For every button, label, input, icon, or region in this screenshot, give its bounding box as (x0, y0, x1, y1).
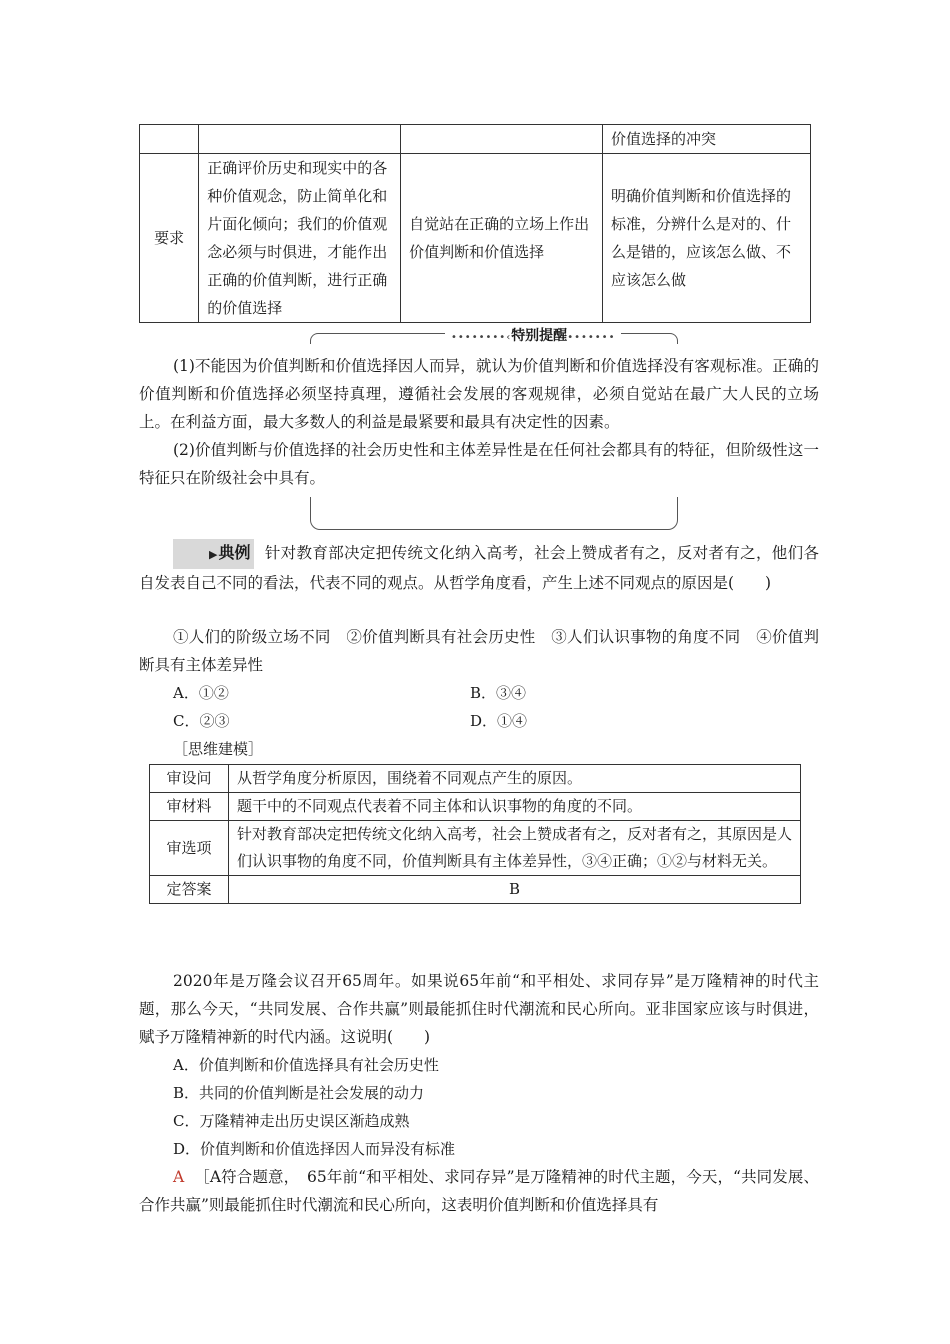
q2-option-d: D．价值判断和价值选择因人而异没有标准 (173, 1140, 456, 1158)
table-row (140, 125, 811, 154)
option-b: B．③④ (470, 684, 527, 702)
example-stem-text: 针对教育部决定把传统文化纳入高考，社会上赞成者有之，反对者有之，他们各自发表自己不同的看法，代表不同的观点。从哲学角度看，产生上述不同观点的原因是( ) (139, 544, 819, 592)
example-stem (139, 539, 819, 597)
q2-option-a: A．价值判断和价值选择具有社会历史性 (173, 1056, 439, 1074)
comparison-table (139, 124, 811, 323)
table-row (150, 821, 801, 876)
answer-letter: A (173, 1168, 185, 1186)
model-answer: B (229, 876, 801, 904)
table-cell: 自觉站在正确的立场上作出价值判断和价值选择 (401, 154, 603, 323)
table-cell (199, 125, 401, 154)
reminder-title-text: 特别提醒 (511, 328, 568, 344)
cell-text: 价值选择的冲突 (611, 130, 717, 148)
model-label: 审设问 (150, 765, 229, 793)
example-statements: ①人们的阶级立场不同 ②价值判断具有社会历史性 ③人们认识事物的角度不同 ④价值判断具有主体差异性 (139, 628, 819, 674)
table-row (150, 876, 801, 904)
example-tag-text: 典例 (218, 543, 251, 562)
reminder-paragraph-2: (2)价值判断与价值选择的社会历史性和主体差异性是在任何社会都具有的特征，但阶级性这一特征只在阶级社会中具有。 (139, 441, 819, 487)
table-cell (603, 125, 811, 154)
option-d: D．①④ (470, 712, 528, 730)
answer-text: ［A符合题意， 65年前“和平相处、求同存异”是万隆精神的时代主题，今天，“共同发展、合作共赢”则最能抓住时代潮流和民心所向，这表明价值判断和价值选择具有 (139, 1168, 819, 1214)
option-c: C．②③ (173, 712, 230, 730)
row-label: 要求 (140, 154, 199, 323)
table-cell (401, 125, 603, 154)
table-cell: 明确价值判断和价值选择的标准，分辨什么是对的、什么是错的，应该怎么做、不应该怎么做 (603, 154, 811, 323)
q2-option-b: B．共同的价值判断是社会发展的动力 (173, 1084, 425, 1102)
model-text: 题干中的不同观点代表着不同主体和认识事物的角度的不同。 (229, 793, 801, 821)
triangle-icon: ▶ (209, 548, 218, 561)
model-label: 审选项 (150, 821, 229, 876)
model-label: 审材料 (150, 793, 229, 821)
example-tag (173, 539, 254, 569)
reminder-title: ••••••••‹特别提醒••••••• (445, 325, 621, 345)
answer-explanation (139, 1163, 819, 1219)
table-cell: 正确评价历史和现实中的各种价值观念，防止简单化和片面化倾向；我们的价值观念必须与时俱进，才能作出正确的价值判断，进行正确的价值选择 (199, 154, 401, 323)
model-label: 定答案 (150, 876, 229, 904)
option-a: A．①② (173, 684, 229, 702)
reminder-box-bottom (310, 497, 678, 530)
table-cell (140, 125, 199, 154)
model-text: 从哲学角度分析原因，围绕着不同观点产生的原因。 (229, 765, 801, 793)
q2-option-c: C．万隆精神走出历史误区渐趋成熟 (173, 1112, 410, 1130)
table-row (150, 765, 801, 793)
model-title: ［思维建模］ (173, 740, 264, 758)
question-stem: 2020年是万隆会议召开65周年。如果说65年前“和平相处、求同存异”是万隆精神的时代主题，那么今天，“共同发展、合作共赢”则最能抓住时代潮流和民心所向。亚非国家应该与时俱进，赋予万隆精神新的时代内涵。这说明( ) (139, 972, 819, 1046)
table-row (150, 793, 801, 821)
model-text: 针对教育部决定把传统文化纳入高考，社会上赞成者有之，反对者有之，其原因是人们认识事物的角度不同，价值判断具有主体差异性，③④正确；①②与材料无关。 (229, 821, 801, 876)
reminder-paragraph-1: (1)不能因为价值判断和价值选择因人而异，就认为价值判断和价值选择没有客观标准。正确的价值判断和价值选择必须坚持真理，遵循社会发展的客观规律，必须自觉站在最广大人民的立场上。在利益方面，最大多数人的利益是最紧要和最具有决定性的因素。 (139, 357, 819, 431)
thinking-model-table (149, 764, 801, 904)
table-row (140, 154, 811, 323)
